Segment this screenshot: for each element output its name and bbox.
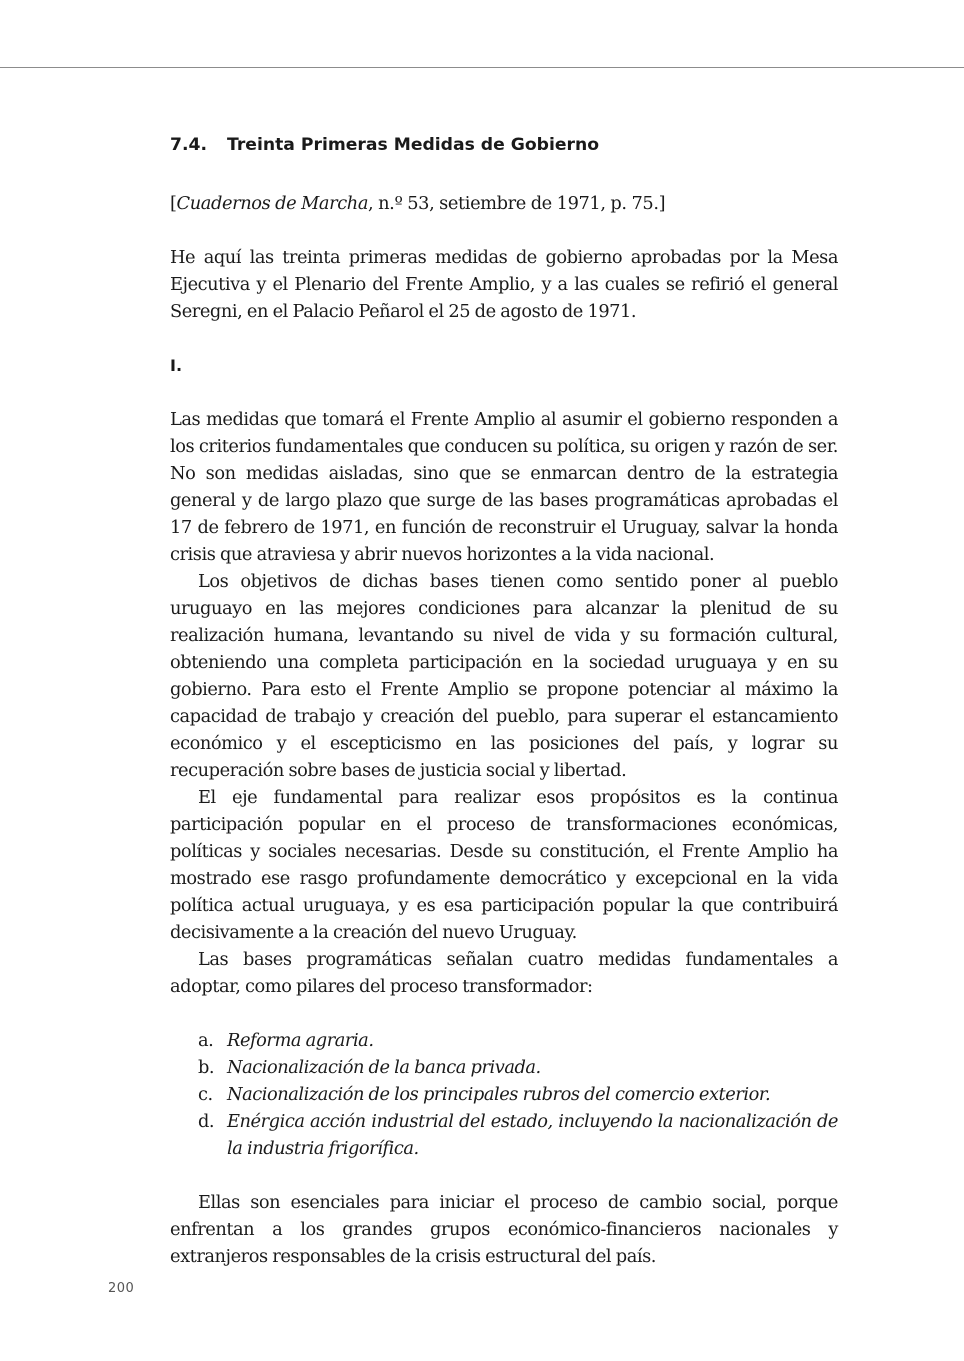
body-paragraph-4: Las bases programáticas señalan cuatro medidas fundamentales a adoptar, como pilares del proceso transformador: [170, 949, 838, 997]
measure-item [170, 1081, 838, 1108]
section-heading [170, 130, 838, 160]
measure-marker: c. [198, 1084, 213, 1105]
source-publication: Cuadernos de Marcha [176, 193, 369, 214]
page-content [170, 130, 838, 1270]
body-paragraph-2: Los objetivos de dichas bases tienen como sentido poner al pueblo uruguayo en las mejores condiciones para alcanzar la plenitud de su realización humana, levantando su nivel de vida y su formación cultural, obteniendo una completa participación en la sociedad uruguaya y en su gobierno. Para esto el Frente Amplio se propone potenciar al máximo la capacidad de trabajo y creación del pueblo, para superar el estancamiento económico y el escepticismo en las posiciones del país, y lograr su recuperación sobre bases de justicia social y libertad. [170, 571, 838, 781]
measure-text: Nacionalización de los principales rubros del comercio exterior. [227, 1084, 771, 1105]
header-rule [0, 67, 964, 68]
page-number: 200 [108, 1281, 135, 1296]
source-details: , n.º 53, setiembre de 1971, p. 75.] [368, 193, 666, 214]
intro-paragraph: He aquí las treinta primeras medidas de gobierno aprobadas por la Mesa Ejecutiva y el Plenario del Frente Amplio, y a las cuales se refirió el general Seregni, en el Palacio Peñarol el 25 de agosto de 1971. [170, 247, 838, 322]
measure-item [170, 1054, 838, 1081]
section-title: Treinta Primeras Medidas de Gobierno [227, 135, 600, 155]
measure-item [170, 1108, 838, 1162]
measure-text: Nacionalización de la banca privada. [227, 1057, 541, 1078]
measure-marker: a. [198, 1030, 214, 1051]
measure-marker: b. [198, 1057, 215, 1078]
measure-text: Reforma agraria. [227, 1030, 374, 1051]
body-paragraph-1: Las medidas que tomará el Frente Amplio al asumir el gobierno responden a los criterios fundamentales que conducen su política, su origen y razón de ser. No son medidas aisladas, sino que se enmarcan dentro de la estrategia general y de largo plazo que surge de las bases programáticas aprobadas el 17 de febrero de 1971, en función de reconstruir el Uruguay, salvar la honda crisis que atraviesa y abrir nuevos horizontes a la vida nacional. [170, 409, 838, 565]
measures-list [170, 1027, 838, 1162]
measure-text: Enérgica acción industrial del estado, incluyendo la nacionalización de la industria frigorífica. [227, 1111, 838, 1159]
source-citation [170, 190, 838, 217]
body-paragraph-3: El eje fundamental para realizar esos propósitos es la continua participación popular en el proceso de transformaciones económicas, políticas y sociales necesarias. Desde su constitución, el Frente Amplio ha mostrado ese rasgo profundamente democrático y excepcional en la vida política actual uruguaya, y es esa participación popular la que contribuirá decisivamente a la creación del nuevo Uruguay. [170, 787, 838, 943]
source-open-bracket: [ [170, 193, 177, 214]
part-label: I. [170, 356, 183, 375]
closing-paragraph: Ellas son esenciales para iniciar el proceso de cambio social, porque enfrentan a los grandes grupos económico-financieros nacionales y extranjeros responsables de la crisis estructural del país. [170, 1192, 838, 1267]
measure-marker: d. [198, 1111, 215, 1132]
measure-item [170, 1027, 838, 1054]
section-number: 7.4. [170, 135, 207, 155]
